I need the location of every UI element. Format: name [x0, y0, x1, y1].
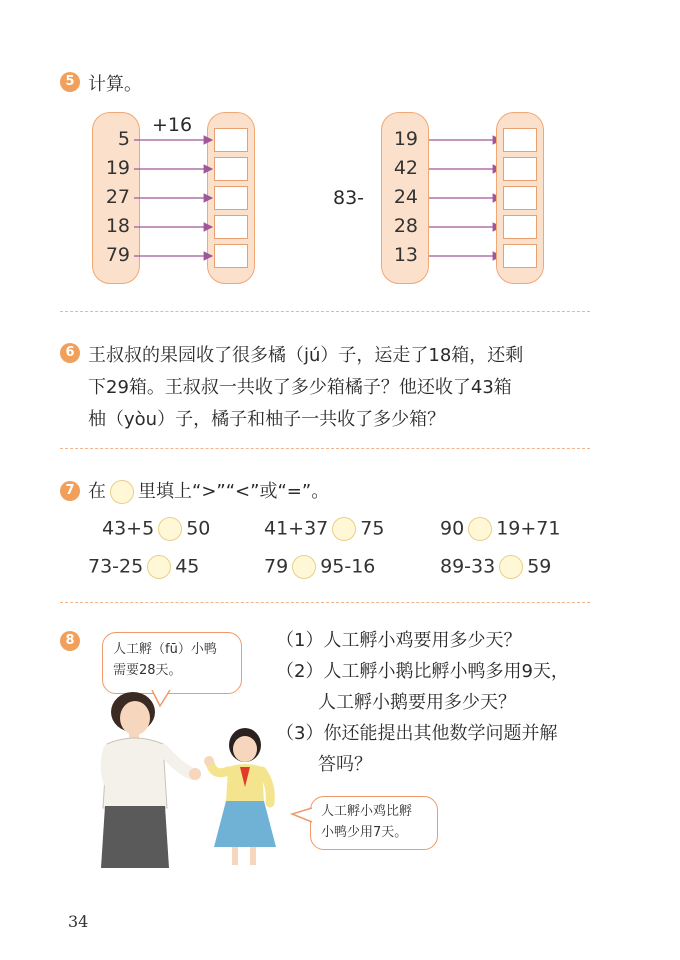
q7-item	[88, 555, 199, 579]
question-number-5: 5	[60, 72, 80, 92]
q7-item-left: 43+5	[102, 517, 155, 540]
bubble-line: 小鸭少用7天。	[321, 825, 408, 840]
q7-item	[440, 555, 551, 579]
bubble-line: 人工孵小鸡比孵	[321, 804, 413, 819]
question-number-7: 7	[60, 481, 80, 501]
q8-question-line: 人工孵小鹅要用多少天？	[318, 692, 516, 713]
q7-item	[264, 517, 384, 541]
q5-right-answer-box[interactable]	[503, 215, 537, 239]
q5-arrows	[0, 0, 680, 300]
q5-left-input: 5	[117, 128, 130, 150]
divider	[60, 602, 590, 603]
q5-left-operator: +16	[152, 114, 193, 136]
q7-title-before: 在	[88, 481, 106, 502]
q7-item-left: 89-33	[440, 555, 496, 578]
teacher-illustration	[85, 690, 205, 870]
q7-item-right: 75	[360, 517, 385, 540]
bubble-tail-icon	[290, 806, 314, 826]
q5-right-input: 13	[393, 244, 418, 266]
q5-right-operator: 83-	[333, 187, 365, 209]
question-number-8: 8	[60, 631, 80, 651]
q8-questions	[276, 625, 569, 780]
comparison-circle[interactable]	[147, 555, 171, 579]
speech-bubble-teacher	[102, 632, 242, 694]
comparison-circle[interactable]	[158, 517, 182, 541]
comparison-circle[interactable]	[499, 555, 523, 579]
divider	[60, 311, 590, 312]
q5-right-input: 28	[393, 215, 418, 237]
comparison-circle-icon	[110, 480, 134, 504]
q5-right-input: 24	[393, 186, 418, 208]
speech-bubble-girl	[310, 796, 438, 850]
q7-title-after: 里填上“>”“<”或“=”。	[138, 481, 330, 502]
comparison-circle[interactable]	[292, 555, 316, 579]
q8-question-line: 答吗？	[318, 754, 372, 775]
q7-item-left: 41+37	[264, 517, 329, 540]
q7-item-right: 59	[527, 555, 552, 578]
bubble-line: 需要28天。	[113, 663, 182, 678]
q5-right-answer-box[interactable]	[503, 186, 537, 210]
q6-line: 王叔叔的果园收了很多橘（jú）子，运走了18箱，还剩	[88, 345, 524, 366]
q7-item-right: 45	[175, 555, 200, 578]
q6-line: 柚（yòu）子，橘子和柚子一共收了多少箱？	[88, 409, 446, 430]
q5-right-answer-box[interactable]	[503, 244, 537, 268]
q7-item-left: 73-25	[88, 555, 144, 578]
q5-left-input: 19	[105, 157, 130, 179]
q7-item	[264, 555, 375, 579]
q5-left-input: 27	[105, 186, 130, 208]
q7-item	[440, 517, 560, 541]
bubble-line: 人工孵（fū）小鸭	[113, 642, 217, 657]
q7-item-right: 95-16	[320, 555, 376, 578]
q5-right-input: 42	[393, 157, 418, 179]
page-number: 34	[68, 912, 89, 931]
q8-question-line: （2）人工孵小鹅比孵小鸭多用9天，	[276, 661, 569, 682]
q7-item-left: 79	[264, 555, 289, 578]
q8-question-line: （1）人工孵小鸡要用多少天？	[276, 630, 522, 651]
q7-item-right: 50	[186, 517, 211, 540]
comparison-circle[interactable]	[468, 517, 492, 541]
q5-left-input: 79	[105, 244, 130, 266]
q8-question-line: （3）你还能提出其他数学问题并解	[276, 723, 558, 744]
question-number-6: 6	[60, 343, 80, 363]
q5-right-answer-box[interactable]	[503, 128, 537, 152]
q5-right-answer-box[interactable]	[503, 157, 537, 181]
comparison-circle[interactable]	[332, 517, 356, 541]
q5-title: 计算。	[88, 74, 142, 95]
q7-item-left: 90	[440, 517, 465, 540]
q7-title	[88, 477, 329, 504]
q6-text	[88, 340, 523, 436]
divider	[60, 448, 590, 449]
q7-item	[102, 517, 210, 541]
q5-right-input: 19	[393, 128, 418, 150]
q6-line: 下29箱。王叔叔一共收了多少箱橘子？他还收了43箱	[88, 377, 512, 398]
q7-item-right: 19+71	[496, 517, 561, 540]
q5-left-input: 18	[105, 215, 130, 237]
